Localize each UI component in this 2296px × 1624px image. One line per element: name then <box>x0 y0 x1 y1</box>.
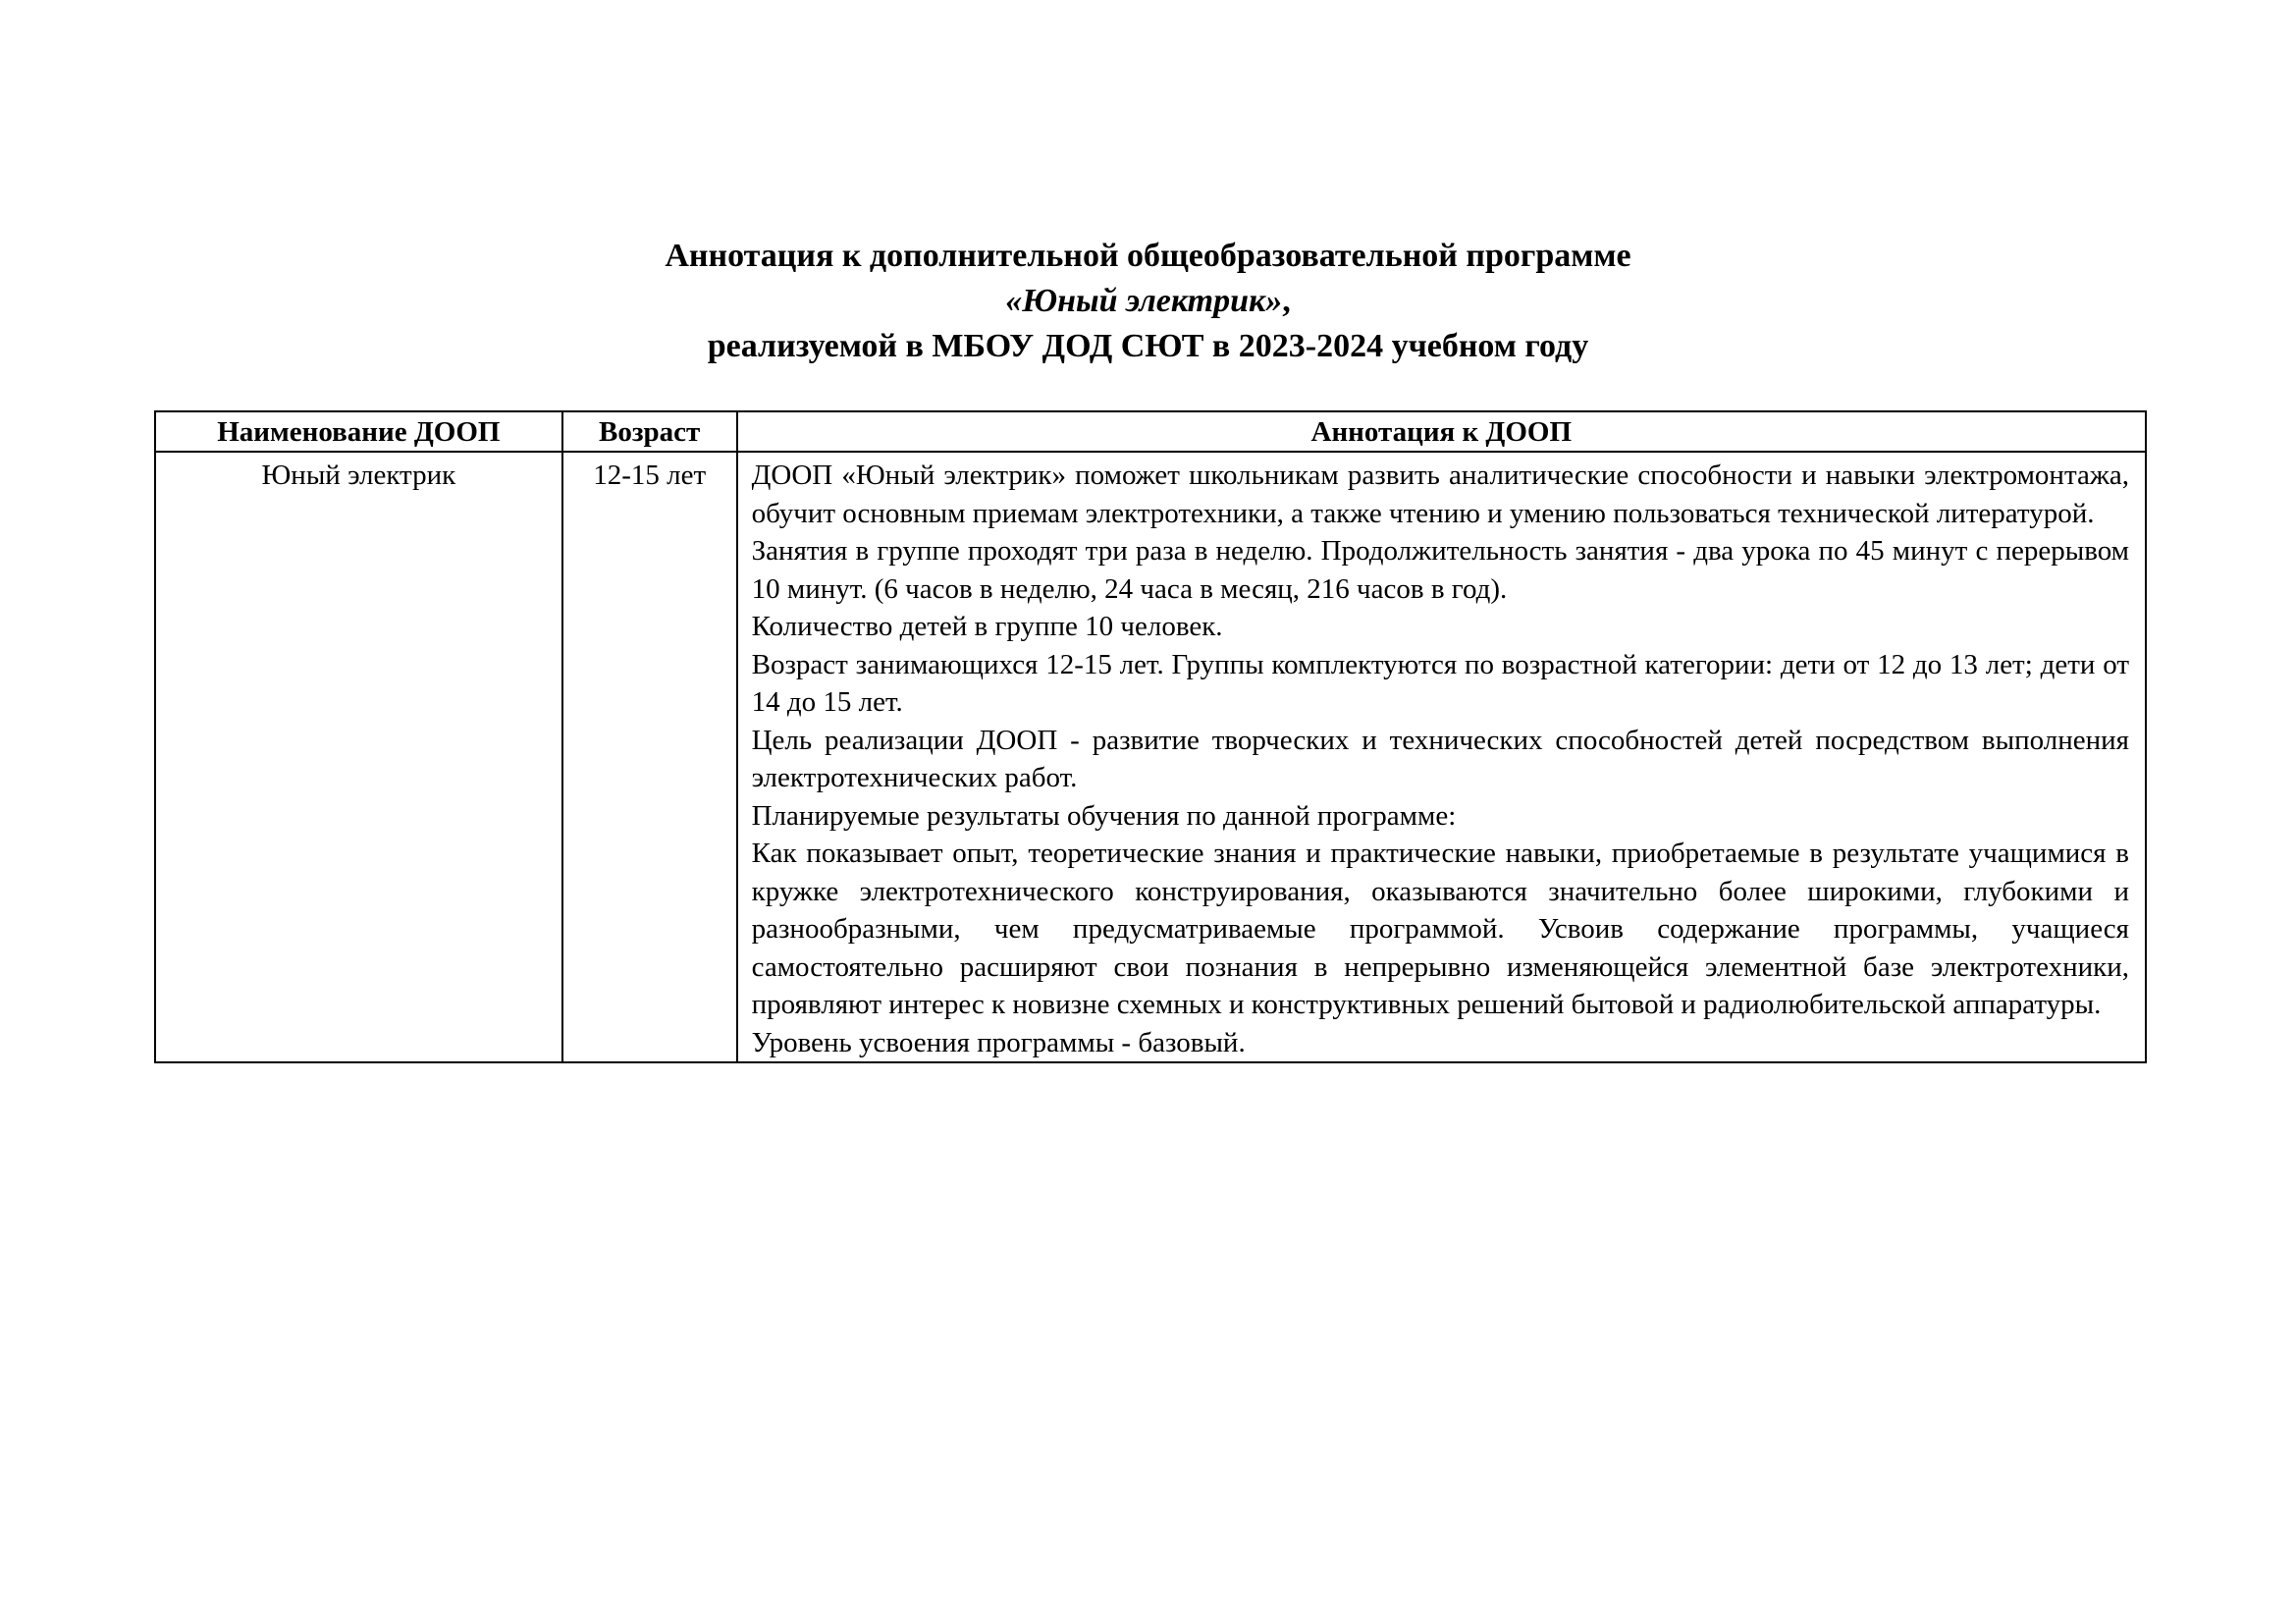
heading-line-3: реализуемой в МБОУ ДОД СЮТ в 2023-2024 учебном году <box>707 328 1589 364</box>
program-title: «Юный электрик» <box>1005 283 1283 319</box>
header-name: Наименование ДООП <box>155 411 562 452</box>
annotation-table <box>154 410 2147 1063</box>
annotation-paragraph: Как показывает опыт, теоретические знания и практические навыки, приобретаемые в результате учащимися в кружке электротехнического конструирования, оказываются значительно более широкими, глубокими и разнообразными, чем предусматриваемые программой. Усвоив содержание программы, учащиеся самостоятельно расширяют свои познания в непрерывно изменяющейся элементной базе электротехники, проявляют интерес к новизне схемных и конструктивных решений бытовой и радиолюбительской аппаратуры. <box>751 838 2129 1020</box>
annotation-paragraph: Планируемые результаты обучения по данной программе: <box>751 799 1457 832</box>
annotation-paragraph: Цель реализации ДООП - развитие творческих и технических способностей детей посредством выполнения электротехнических работ. <box>751 724 2129 793</box>
heading-line-2 <box>0 279 2296 324</box>
annotation-paragraph: Занятия в группе проходят три раза в неделю. Продолжительность занятия - два урока по 45 минут с перерывом 10 минут. (6 часов в неделю, 24 часа в месяц, 216 часов в год). <box>751 535 2129 605</box>
heading-line-2-suffix: , <box>1282 283 1291 319</box>
header-annotation: Аннотация к ДООП <box>737 411 2146 452</box>
annotation-paragraph: Уровень усвоения программы - базовый. <box>751 1026 1246 1058</box>
program-name-cell: Юный электрик <box>155 452 562 1062</box>
heading-line-1: Аннотация к дополнительной общеобразовательной программе <box>665 238 1631 274</box>
header-age: Возраст <box>562 411 737 452</box>
age-cell: 12-15 лет <box>562 452 737 1062</box>
document-heading <box>0 234 2296 369</box>
annotation-paragraph: Возраст занимающихся 12-15 лет. Группы комплектуются по возрастной категории: дети от 12 до 13 лет; дети от 14 до 15 лет. <box>751 648 2129 718</box>
annotation-cell <box>737 452 2146 1062</box>
table-row <box>155 452 2146 1062</box>
annotation-paragraph: Количество детей в группе 10 человек. <box>751 611 1223 642</box>
annotation-paragraph: ДООП «Юный электрик» поможет школьникам развить аналитические способности и навыки электромонтажа, обучит основным приемам электротехники, а также чтению и умению пользоваться технической литературой. <box>751 460 2129 529</box>
table-header-row <box>155 411 2146 452</box>
